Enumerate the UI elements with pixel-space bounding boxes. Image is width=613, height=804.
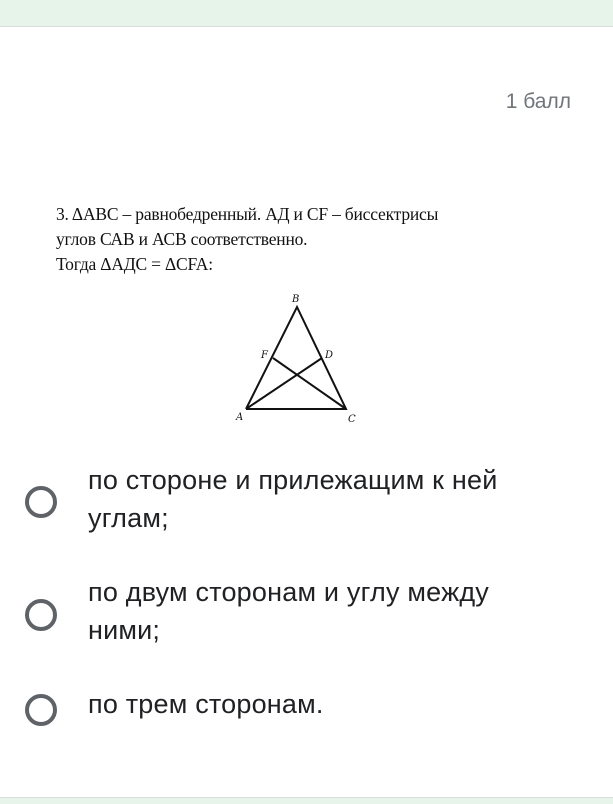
question-text-line-2: углов САВ и АСВ соответственно. <box>56 229 308 249</box>
option-2-label[interactable]: по двум сторонам и углу между ними; <box>88 577 489 645</box>
question-text-line-1: 3. ΔABC – равнобедренный. АД и CF – биссектрисы <box>56 204 439 224</box>
question-text-line-3: Тогда ΔАДС = ΔCFA: <box>56 254 213 274</box>
question-card <box>0 26 613 798</box>
question-text <box>56 202 526 277</box>
option-3-label[interactable]: по трем сторонам. <box>88 689 324 719</box>
vertex-label-c: C <box>348 414 356 425</box>
radio-button-1[interactable] <box>25 486 57 518</box>
option-1-label[interactable]: по стороне и прилежащим к ней углам; <box>88 465 498 533</box>
radio-button-2[interactable] <box>25 599 57 631</box>
vertex-label-d: D <box>325 350 334 361</box>
vertex-label-a: A <box>236 412 244 423</box>
question-image <box>56 202 526 437</box>
triangle-figure <box>233 294 373 429</box>
radio-button-3[interactable] <box>25 694 57 726</box>
vertex-label-b: B <box>292 294 300 305</box>
vertex-label-f: F <box>261 350 268 361</box>
points-label: 1 балл <box>505 90 571 113</box>
